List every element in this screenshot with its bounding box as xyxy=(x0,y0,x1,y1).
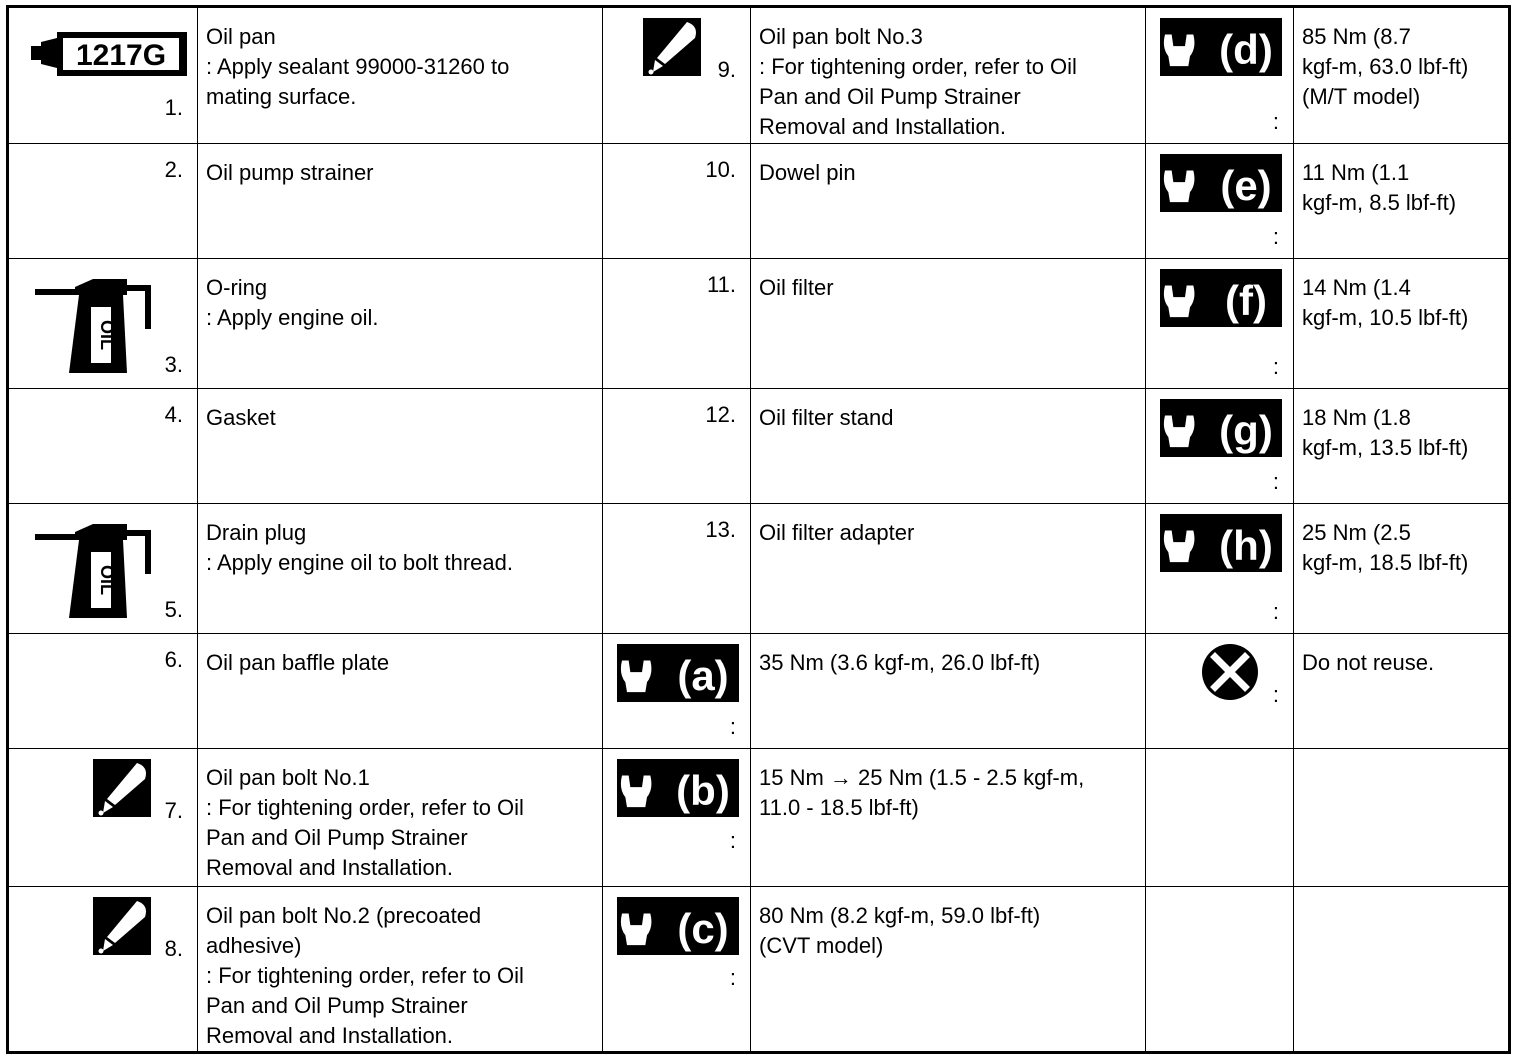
icon-cell xyxy=(8,504,198,634)
table-row xyxy=(8,887,1510,1053)
torque-value: 80 Nm (8.2 kgf-m, 59.0 lbf-ft) (CVT model) xyxy=(751,887,1146,1053)
thread-lock-brush-icon xyxy=(93,759,151,817)
item-description: Oil filter adapter xyxy=(751,504,1146,634)
wrench-torque-icon xyxy=(1160,154,1282,212)
colon-separator: : xyxy=(1272,224,1279,249)
torque-code: (c) xyxy=(677,905,729,952)
icon-cell xyxy=(1146,504,1294,634)
icon-cell xyxy=(603,887,751,1053)
wrench-torque-icon xyxy=(617,759,739,817)
icon-cell xyxy=(8,749,198,887)
item-number: 2. xyxy=(164,157,183,182)
item-description: Oil pan bolt No.1 : For tightening order, refer to Oil Pan and Oil Pump Strainer Removal and Installation. xyxy=(198,749,603,887)
colon-separator: : xyxy=(1272,469,1279,494)
empty-cell xyxy=(1146,749,1294,887)
sealant-code: 1217G xyxy=(75,39,167,72)
table-row xyxy=(8,7,1510,144)
item-description: Oil pan baffle plate xyxy=(198,634,603,749)
icon-cell xyxy=(1146,7,1294,144)
icon-cell xyxy=(8,7,198,144)
icon-cell xyxy=(8,259,198,389)
colon-separator: : xyxy=(729,828,736,853)
oil-label: OIL xyxy=(97,565,117,595)
colon-separator: : xyxy=(729,965,736,990)
wrench-torque-icon xyxy=(1160,399,1282,457)
table-row xyxy=(8,749,1510,887)
thread-lock-brush-icon xyxy=(643,18,701,76)
wrench-torque-icon xyxy=(1160,18,1282,76)
item-number: 6. xyxy=(164,647,183,672)
torque-value: 14 Nm (1.4 kgf-m, 10.5 lbf-ft) xyxy=(1294,259,1510,389)
item-description: Oil pump strainer xyxy=(198,144,603,259)
torque-code: (e) xyxy=(1220,162,1272,209)
item-description: Oil pan bolt No.2 (precoated adhesive) : For tightening order, refer to Oil Pan and Oil Pump Strainer Removal and Installation. xyxy=(198,887,603,1053)
item-number: 11. xyxy=(707,272,736,297)
torque-code: (d) xyxy=(1219,26,1273,73)
icon-cell xyxy=(603,144,751,259)
item-number: 1. xyxy=(164,95,183,120)
item-number: 10. xyxy=(705,157,736,182)
empty-cell xyxy=(1146,887,1294,1053)
item-number: 12. xyxy=(705,402,736,427)
icon-cell xyxy=(603,7,751,144)
torque-code: (h) xyxy=(1219,522,1273,569)
icon-cell xyxy=(8,144,198,259)
colon-separator: : xyxy=(1272,682,1279,707)
item-number: 7. xyxy=(164,798,183,823)
item-number: 4. xyxy=(164,402,183,427)
icon-cell xyxy=(603,389,751,504)
item-number: 13. xyxy=(705,517,736,542)
icon-cell xyxy=(8,887,198,1053)
icon-cell xyxy=(8,634,198,749)
torque-code: (g) xyxy=(1219,407,1273,454)
icon-cell xyxy=(603,749,751,887)
torque-value: 18 Nm (1.8 kgf-m, 13.5 lbf-ft) xyxy=(1294,389,1510,504)
oil-can-icon xyxy=(35,273,155,383)
thread-lock-brush-icon xyxy=(93,897,151,955)
item-description: Oil filter stand xyxy=(751,389,1146,504)
item-description: Dowel pin xyxy=(751,144,1146,259)
note-text: Do not reuse. xyxy=(1294,634,1510,749)
table-row xyxy=(8,504,1510,634)
table-row xyxy=(8,634,1510,749)
torque-value: 15 Nm → 25 Nm (1.5 - 2.5 kgf-m, 11.0 - 18.5 lbf-ft) xyxy=(751,749,1146,887)
icon-cell xyxy=(603,259,751,389)
colon-separator: : xyxy=(1272,354,1279,379)
wrench-torque-icon xyxy=(617,897,739,955)
torque-value: 85 Nm (8.7 kgf-m, 63.0 lbf-ft) (M/T model) xyxy=(1294,7,1510,144)
torque-code: (b) xyxy=(676,767,730,814)
colon-separator: : xyxy=(729,714,736,739)
wrench-torque-icon xyxy=(617,644,739,702)
item-description: Drain plug : Apply engine oil to bolt thread. xyxy=(198,504,603,634)
torque-code: (a) xyxy=(677,652,729,699)
torque-value: 25 Nm (2.5 kgf-m, 18.5 lbf-ft) xyxy=(1294,504,1510,634)
icon-cell xyxy=(1146,634,1294,749)
wrench-torque-icon xyxy=(1160,269,1282,327)
colon-separator: : xyxy=(1272,599,1279,624)
item-number: 8. xyxy=(164,936,183,961)
oil-label: OIL xyxy=(97,320,117,350)
empty-cell xyxy=(1294,749,1510,887)
icon-cell xyxy=(1146,259,1294,389)
colon-separator: : xyxy=(1272,109,1279,134)
parts-legend-table xyxy=(6,5,1511,1054)
item-number: 9. xyxy=(717,57,736,82)
do-not-reuse-icon xyxy=(1200,642,1260,702)
oil-can-icon xyxy=(35,518,155,628)
item-description: Oil filter xyxy=(751,259,1146,389)
item-description: O-ring : Apply engine oil. xyxy=(198,259,603,389)
sealant-tube-icon xyxy=(31,20,191,82)
torque-value: 11 Nm (1.1 kgf-m, 8.5 lbf-ft) xyxy=(1294,144,1510,259)
item-description: Oil pan : Apply sealant 99000-31260 to mating surface. xyxy=(198,7,603,144)
icon-cell xyxy=(1146,144,1294,259)
empty-cell xyxy=(1294,887,1510,1053)
table-row xyxy=(8,389,1510,504)
icon-cell xyxy=(603,504,751,634)
wrench-torque-icon xyxy=(1160,514,1282,572)
item-description: Gasket xyxy=(198,389,603,504)
icon-cell xyxy=(8,389,198,504)
table-row xyxy=(8,144,1510,259)
icon-cell xyxy=(1146,389,1294,504)
item-number: 3. xyxy=(164,352,183,377)
icon-cell xyxy=(603,634,751,749)
torque-value: 35 Nm (3.6 kgf-m, 26.0 lbf-ft) xyxy=(751,634,1146,749)
item-number: 5. xyxy=(164,597,183,622)
item-description: Oil pan bolt No.3 : For tightening order, refer to Oil Pan and Oil Pump Strainer Removal and Installation. xyxy=(751,7,1146,144)
torque-code: (f) xyxy=(1225,277,1267,324)
table-row xyxy=(8,259,1510,389)
